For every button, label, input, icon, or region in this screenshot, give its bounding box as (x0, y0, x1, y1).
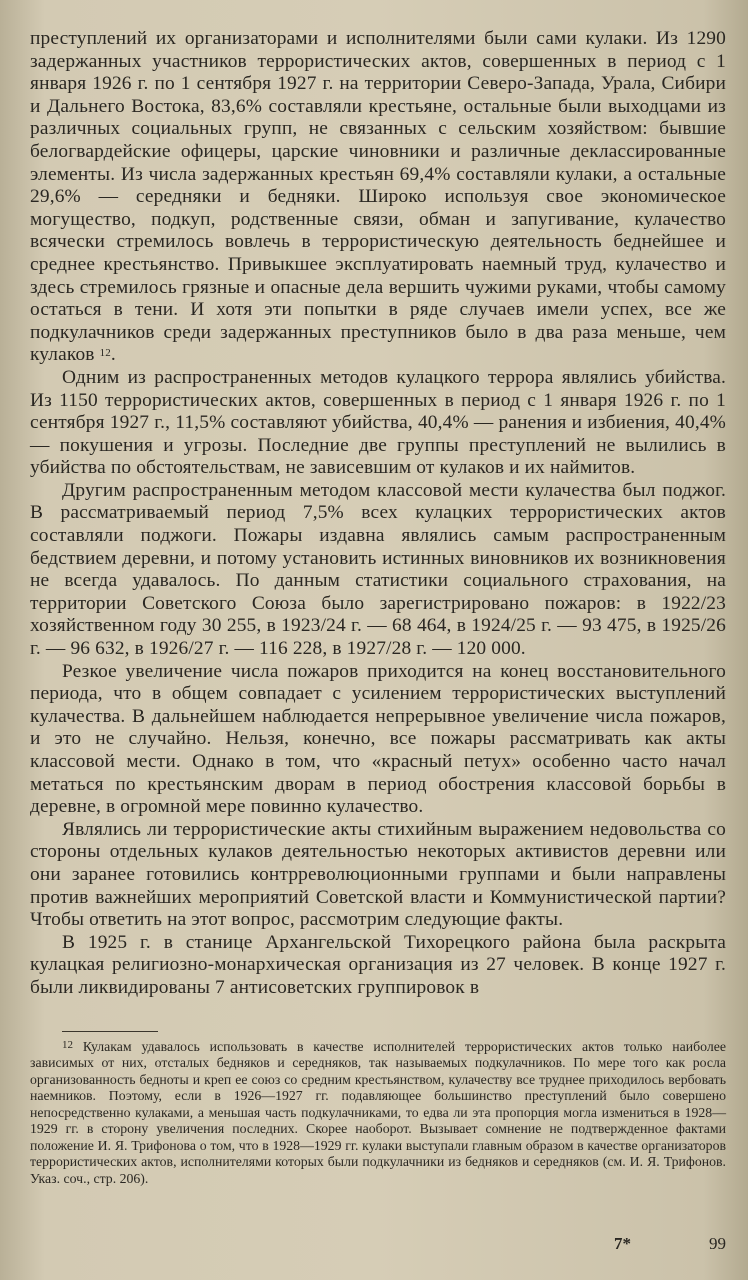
paragraph-3: Другим распространенным методом классовой мести кулачества был поджог. В рассматриваемый период 7,5% всех кулацких террористических актов составляли поджоги. Пожары издавна являлись самым распространенным бедствием деревни, и потому установить истинных виновников их возникновения не всегда удавалось. По данным статистики социального страхования, на территории Советского Союза было зарегистрировано пожаров: в 1922/23 хозяйственном году 30 255, в 1923/24 г. — 68 464, в 1924/25 г. — 93 475, в 1925/26 г. — 96 632, в 1926/27 г. — 116 228, в 1927/28 г. — 120 000. (30, 479, 726, 660)
footnote-paragraph (30, 1039, 726, 1188)
main-text (30, 28, 726, 1000)
paragraph-2: Одним из распространенных методов кулацкого террора являлись убийства. Из 1150 террористических актов, совершенных в период с 1 января 1926 г. по 1 сентября 1927 г., 11,5% составляют убийства, 40,4% — ранения и избиения, 40,4% — покушения и угрозы. Последние две группы преступлений не вылились в убийства по обстоятельствам, не зависевшим от кулаков и их наймитов. (30, 366, 726, 479)
paragraph-6: В 1925 г. в станице Архангельской Тихорецкого района была раскрыта кулацкая религиозно-монархическая организация из 27 человек. В конце 1927 г. были ликвидированы 7 антисоветских группировок в (30, 931, 726, 998)
footnote-text: Кулакам удавалось использовать в качестве исполнителей террористических актов только наиболее зависимых от них, отсталых бедняков и середняков, так называемых подкулачников. По мере того как росла организованность бедноты и креп ее союз со средним крестьянством, кулачеству все труднее приходилось вербовать наемников. Поэтому, если в 1926—1927 гг. подавляющее большинство преступлений было совершено непосредственно кулаками, а меньшая часть подкулачниками, то едва ли эта пропорция могла измениться в 1928—1929 гг. в сторону увеличения последних. Скорее наоборот. Вызывает сомнение не подтвержденное фактами положение И. Я. Трифонова о том, что в 1928—1929 гг. кулаки выступали главным образом в качестве организаторов террористических актов, исполнителями которых были подкулачники из бедняков и середняков (см. И. Я. Трифонов. Указ. соч., стр. 206). (30, 1038, 726, 1186)
paragraph-4: Резкое увеличение числа пожаров приходится на конец восстановительного периода, что в общем совпадает с усилением террористических выступлений кулачества. В дальнейшем наблюдается непрерывное увеличение числа пожаров, и это не случайно. Нельзя, конечно, все пожары рассматривать как акты классовой мести. Однако в том, что «красный петух» особенно часто начал метаться по крестьянским дворам в период обострения классовой борьбы в деревне, в огромной мере повинно кулачество. (30, 660, 726, 818)
footnote-divider (62, 1031, 158, 1032)
paragraph-1: преступлений их организаторами и исполнителями были сами кулаки. Из 1290 задержанных участников террористических актов, совершенных в период с 1 января 1926 г. по 1 сентября 1927 г. на территории Северо-Запада, Урала, Сибири и Дальнего Востока, 83,6% составляли крестьяне, остальные были выходцами из различных социальных групп, не связанных с сельским хозяйством: бывшие белогвардейские офицеры, царские чиновники и различные деклассированные элементы. Из числа задержанных крестьян 69,4% составляли кулаки, а остальные 29,6% — середняки и бедняки. Широко используя свое экономическое могущество, подкуп, родственные связи, обман и запугивание, кулачество всячески стремилось вовлечь в террористическую деятельность беднейшее и среднее крестьянство. Привыкшее эксплуатировать наемный труд, кулачество и здесь стремилось грязные и опасные дела вершить чужими руками, чтобы самому остаться в тени. И хотя эти попытки в ряде случаев имели успех, все же подкулачников среди задержанных преступников было в два раза меньше, чем кулаков $^{12}$. (30, 28, 726, 366)
footnote-ref: 12 (99, 347, 111, 360)
footnote (30, 1039, 726, 1188)
paragraph-1-text: преступлений их организаторами и исполнителями были сами кулаки. Из 1290 задержанных участников террористических актов, совершенных в период с 1 января 1926 г. по 1 сентября 1927 г. на территории Северо-Запада, Урала, Сибири и Дальнего Востока, 83,6% составляли крестьяне, остальные были выходцами из различных социальных групп, не связанных с сельским хозяйством: бывшие белогвардейские офицеры, царские чиновники и различные деклассированные элементы. Из числа задержанных крестьян 69,4% составляли кулаки, а остальные 29,6% — середняки и бедняки. Широко используя свое экономическое могущество, подкуп, родственные связи, обман и запугивание, кулачество всячески стремилось вовлечь в террористическую деятельность беднейшее и среднее крестьянство. Привыкшее эксплуатировать наемный труд, кулачество и здесь стремилось грязные и опасные дела вершить чужими руками, чтобы самому остаться в тени. И хотя эти попытки в ряде случаев имели успех, все же подкулачников среди задержанных преступников было в два раза меньше, чем кулаков (30, 28, 726, 366)
signature-mark: 7* (614, 1234, 631, 1253)
page-number: 99 (709, 1234, 726, 1253)
page-footer (0, 1234, 726, 1256)
footnote-marker: 12 (62, 1038, 73, 1051)
paragraph-5: Являлись ли террористические акты стихийным выражением недовольства со стороны отдельных кулаков деятельностью некоторых активистов деревни или они заранее готовились контрреволюционными группами и были направлены против важнейших мероприятий Советской власти и Коммунистической партии? Чтобы ответить на этот вопрос, рассмотрим следующие факты. (30, 818, 726, 931)
